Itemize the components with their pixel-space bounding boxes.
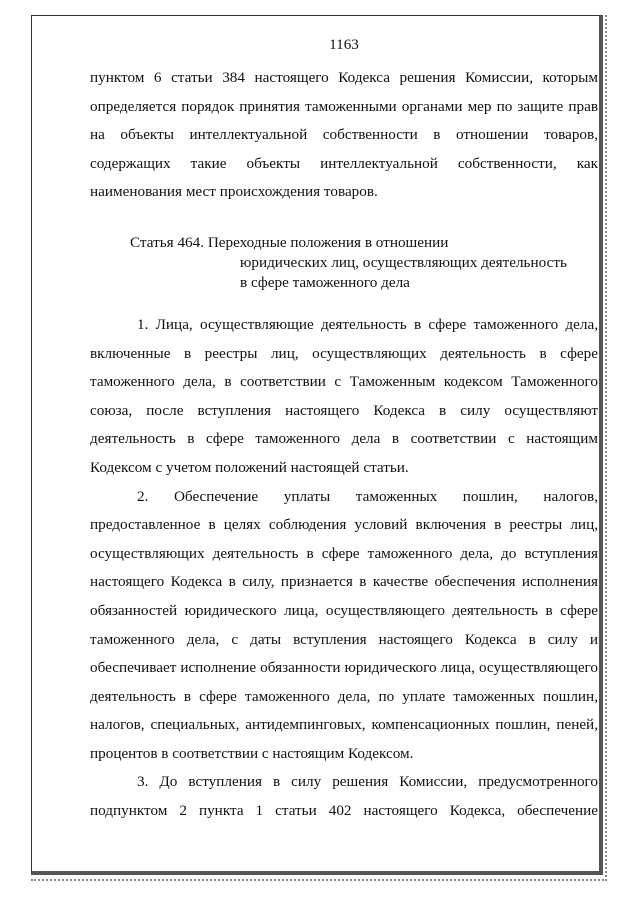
document-page <box>90 34 598 826</box>
article-heading-line-2: юридических лиц, осуществляющих деятельность <box>240 253 567 271</box>
article-heading <box>90 233 598 293</box>
page-number: 1163 <box>329 36 359 53</box>
paragraph-3: 3. До вступления в силу решения Комиссии, предусмотренного подпунктом 2 пункта 1 статьи 402 настоящего Кодекса, обеспечение <box>90 773 598 820</box>
article-heading-line-1: Статья 464. Переходные положения в отношении <box>130 233 449 251</box>
article-heading-line-3: в сфере таможенного дела <box>240 273 410 291</box>
intro-paragraph: пунктом 6 статьи 384 настоящего Кодекса решения Комиссии, которым определяется порядок принятия таможенными органами мер по защите прав на объекты интеллектуальной собственности в отношении товаров, содержащих такие объекты интеллектуальной собственности, как наименования мест происхождения товаров. <box>90 69 598 201</box>
paragraph-2: 2. Обеспечение уплаты таможенных пошлин, налогов, предоставленное в целях соблюдения условий включения в реестры лиц, осуществляющих деятельность в сфере таможенного дела, до вступления настоящего Кодекса в силу, признается в качестве обеспечения исполнения обязанностей юридического лица, осуществляющего деятельность в сфере таможенного дела, с даты вступления настоящего Кодекса в силу и обеспечивает исполнение обязанности юридического лица, осуществляющего деятельность в сфере таможенного дела, по уплате таможенных пошлин, налогов, специальных, антидемпинговых, компенсационных пошлин, пеней, процентов в соответствии с настоящим Кодексом. <box>90 487 598 762</box>
paragraph-1: 1. Лица, осуществляющие деятельность в сфере таможенного дела, включенные в реестры лиц, осуществляющих деятельность в сфере таможенного дела, в соответствии с Таможенным кодексом Таможенного союза, после вступления настоящего Кодекса в силу осуществляют деятельность в сфере таможенного дела в соответствии с настоящим Кодексом с учетом положений настоящей статьи. <box>90 315 598 476</box>
